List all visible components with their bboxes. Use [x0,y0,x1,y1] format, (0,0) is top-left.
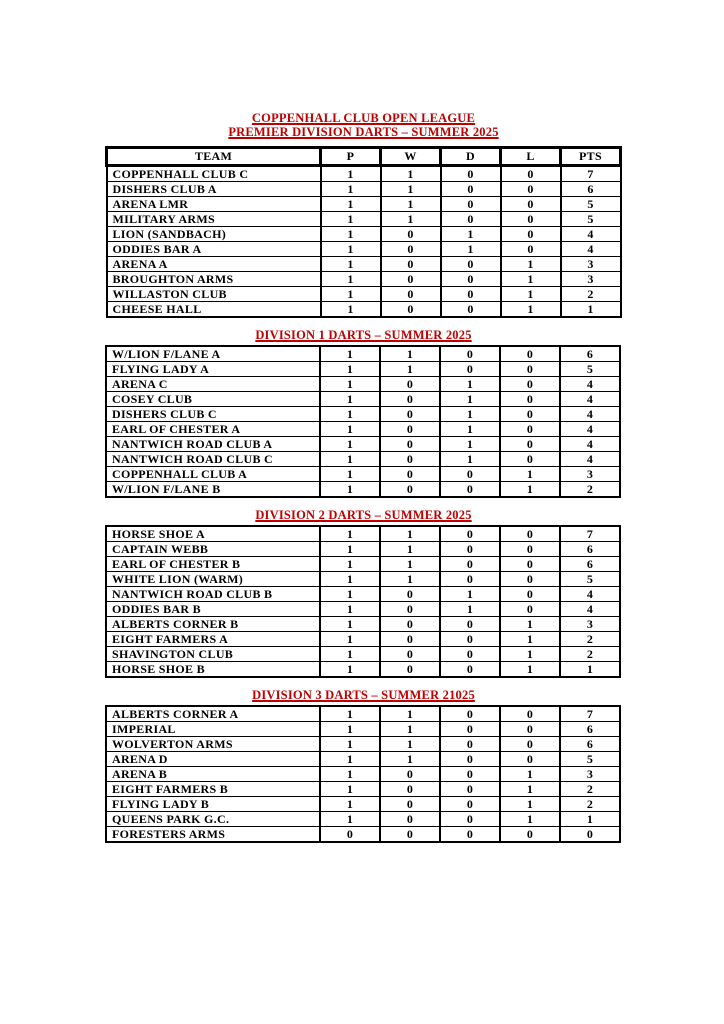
stat-cell: 3 [560,767,620,782]
stat-cell: 0 [381,272,441,287]
team-name-cell: DISHERS CLUB C [106,407,320,422]
stat-cell: 1 [320,737,380,752]
column-header-team: TEAM [107,148,321,166]
stat-cell: 1 [321,212,381,227]
table-row [106,526,620,542]
stat-cell: 0 [500,437,560,452]
stat-cell: 4 [560,602,620,617]
stat-cell: 2 [560,797,620,812]
stat-cell: 1 [320,526,380,542]
stat-cell: 0 [500,572,560,587]
column-header-won: W [381,148,441,166]
stat-cell: 0 [500,422,560,437]
stat-cell: 0 [501,166,561,182]
stat-cell: 1 [500,467,560,482]
team-name-cell: EIGHT FARMERS B [106,782,320,797]
table-row [107,212,621,227]
table-row [106,602,620,617]
stat-cell: 2 [560,482,620,498]
stat-cell: 0 [380,797,440,812]
stat-cell: 1 [381,212,441,227]
stat-cell: 0 [440,767,500,782]
stat-cell: 1 [381,197,441,212]
stat-cell: 0 [560,827,620,843]
stat-cell: 0 [381,242,441,257]
stat-cell: 5 [560,572,620,587]
stat-cell: 1 [320,452,380,467]
stat-cell: 0 [440,617,500,632]
team-name-cell: EARL OF CHESTER B [106,557,320,572]
team-name-cell: CHEESE HALL [107,302,321,318]
stat-cell: 1 [321,182,381,197]
stat-cell: 7 [560,706,620,722]
table-row [106,346,620,362]
stat-cell: 0 [440,662,500,678]
stat-cell: 1 [440,407,500,422]
stat-cell: 0 [380,467,440,482]
stat-cell: 0 [440,782,500,797]
stat-cell: 1 [320,632,380,647]
stat-cell: 0 [380,452,440,467]
stat-cell: 0 [440,706,500,722]
table-row [106,767,620,782]
stat-cell: 1 [320,377,380,392]
division-1-heading: DIVISION 1 DARTS – SUMMER 2025 [255,328,472,342]
stat-cell: 0 [440,812,500,827]
team-name-cell: LION (SANDBACH) [107,227,321,242]
stat-cell: 1 [320,782,380,797]
stat-cell: 1 [320,752,380,767]
stat-cell: 3 [560,467,620,482]
stat-cell: 1 [500,797,560,812]
team-name-cell: ALBERTS CORNER B [106,617,320,632]
stat-cell: 1 [380,542,440,557]
stat-cell: 1 [320,542,380,557]
team-name-cell: FLYING LADY A [106,362,320,377]
stat-cell: 0 [380,767,440,782]
table-row [107,272,621,287]
stat-cell: 1 [380,737,440,752]
league-title: COPPENHALL CLUB OPEN LEAGUE [251,111,476,125]
table-row [106,467,620,482]
column-header-drawn: D [441,148,501,166]
stat-cell: 6 [560,557,620,572]
stat-cell: 0 [380,587,440,602]
stat-cell: 0 [440,572,500,587]
stat-cell: 0 [441,197,501,212]
stat-cell: 0 [440,752,500,767]
team-name-cell: COPPENHALL CLUB C [107,166,321,182]
table-row [106,662,620,678]
team-name-cell: ARENA B [106,767,320,782]
stat-cell: 1 [321,272,381,287]
stat-cell: 0 [441,287,501,302]
team-name-cell: W/LION F/LANE A [106,346,320,362]
stat-cell: 0 [500,557,560,572]
stat-cell: 1 [380,526,440,542]
table-row [106,737,620,752]
table-row [107,197,621,212]
team-name-cell: COSEY CLUB [106,392,320,407]
stat-cell: 0 [441,212,501,227]
team-name-cell: MILITARY ARMS [107,212,321,227]
table-row [106,422,620,437]
stat-cell: 0 [441,302,501,318]
stat-cell: 1 [320,407,380,422]
stat-cell: 1 [320,572,380,587]
division-3-table [105,705,621,843]
stat-cell: 1 [440,422,500,437]
stat-cell: 5 [560,362,620,377]
table-row [107,227,621,242]
stat-cell: 0 [441,272,501,287]
stat-cell: 1 [320,557,380,572]
stat-cell: 1 [500,632,560,647]
table-row [106,557,620,572]
column-header-lost: L [501,148,561,166]
stat-cell: 0 [440,346,500,362]
stat-cell: 0 [380,632,440,647]
stat-cell: 0 [440,632,500,647]
stat-cell: 0 [500,587,560,602]
stat-cell: 1 [320,767,380,782]
stat-cell: 2 [561,287,621,302]
table-row [106,797,620,812]
stat-cell: 0 [440,557,500,572]
stat-cell: 1 [560,812,620,827]
table-row [106,377,620,392]
stat-cell: 1 [441,242,501,257]
team-name-cell: ALBERTS CORNER A [106,706,320,722]
table-row [106,706,620,722]
stat-cell: 1 [321,242,381,257]
stat-cell: 0 [500,377,560,392]
stat-cell: 1 [561,302,621,318]
team-name-cell: SHAVINGTON CLUB [106,647,320,662]
stat-cell: 0 [500,362,560,377]
stat-cell: 4 [560,392,620,407]
stat-cell: 0 [441,166,501,182]
stat-cell: 1 [320,392,380,407]
stat-cell: 1 [320,346,380,362]
table-row [106,617,620,632]
stat-cell: 1 [320,422,380,437]
team-name-cell: EARL OF CHESTER A [106,422,320,437]
stat-cell: 5 [561,197,621,212]
stat-cell: 1 [321,166,381,182]
stat-cell: 2 [560,632,620,647]
stat-cell: 0 [501,182,561,197]
stat-cell: 0 [380,482,440,498]
team-name-cell: FORESTERS ARMS [106,827,320,843]
stat-cell: 5 [560,752,620,767]
stat-cell: 2 [560,782,620,797]
stat-cell: 0 [500,827,560,843]
team-name-cell: QUEENS PARK G.C. [106,812,320,827]
team-name-cell: BROUGHTON ARMS [107,272,321,287]
table-row [106,632,620,647]
stat-cell: 0 [440,542,500,557]
division-3-heading: DIVISION 3 DARTS – SUMMER 21025 [252,688,475,702]
premier-division-table [105,146,622,318]
table-row [106,827,620,843]
stat-cell: 1 [440,602,500,617]
stat-cell: 1 [320,617,380,632]
table-row [106,722,620,737]
team-name-cell: ARENA C [106,377,320,392]
stat-cell: 6 [560,542,620,557]
stat-cell: 0 [441,182,501,197]
stat-cell: 1 [380,722,440,737]
stat-cell: 1 [320,647,380,662]
stat-cell: 0 [440,482,500,498]
stat-cell: 7 [561,166,621,182]
stat-cell: 1 [441,227,501,242]
stat-cell: 1 [321,287,381,302]
stat-cell: 0 [381,302,441,318]
table-row [106,392,620,407]
stat-cell: 3 [561,257,621,272]
stat-cell: 0 [440,647,500,662]
stat-cell: 0 [320,827,380,843]
stat-cell: 0 [500,392,560,407]
stat-cell: 6 [561,182,621,197]
team-name-cell: HORSE SHOE B [106,662,320,678]
stat-cell: 4 [560,437,620,452]
stat-cell: 1 [500,782,560,797]
stat-cell: 1 [320,467,380,482]
stat-cell: 0 [380,392,440,407]
stat-cell: 0 [380,782,440,797]
stat-cell: 1 [320,587,380,602]
stat-cell: 0 [440,526,500,542]
stat-cell: 0 [440,797,500,812]
stat-cell: 1 [381,182,441,197]
table-row [106,587,620,602]
team-name-cell: WOLVERTON ARMS [106,737,320,752]
stat-cell: 1 [380,572,440,587]
table-row [107,257,621,272]
stat-cell: 0 [380,827,440,843]
stat-cell: 4 [561,227,621,242]
stat-cell: 1 [440,587,500,602]
stat-cell: 0 [501,197,561,212]
stat-cell: 1 [321,197,381,212]
stat-cell: 0 [441,257,501,272]
document-page [105,111,622,843]
stat-cell: 4 [560,587,620,602]
stat-cell: 0 [380,422,440,437]
table-row [106,437,620,452]
stat-cell: 0 [381,287,441,302]
stat-cell: 0 [501,242,561,257]
stat-cell: 1 [320,812,380,827]
table-row [106,407,620,422]
stat-cell: 1 [380,706,440,722]
stat-cell: 1 [500,647,560,662]
table-row [106,782,620,797]
table-row [106,452,620,467]
stat-cell: 0 [500,526,560,542]
stat-cell: 4 [560,377,620,392]
stat-cell: 1 [320,722,380,737]
stat-cell: 0 [440,467,500,482]
stat-cell: 1 [380,362,440,377]
stat-cell: 7 [560,526,620,542]
table-row [106,362,620,377]
team-name-cell: FLYING LADY B [106,797,320,812]
stat-cell: 6 [560,722,620,737]
table-header-row [107,148,621,166]
table-row [107,302,621,318]
team-name-cell: NANTWICH ROAD CLUB B [106,587,320,602]
team-name-cell: WHITE LION (WARM) [106,572,320,587]
stat-cell: 0 [500,407,560,422]
stat-cell: 1 [560,662,620,678]
table-row [107,242,621,257]
stat-cell: 0 [380,407,440,422]
division-2-heading: DIVISION 2 DARTS – SUMMER 2025 [255,508,472,522]
stat-cell: 1 [320,362,380,377]
stat-cell: 1 [501,257,561,272]
team-name-cell: NANTWICH ROAD CLUB C [106,452,320,467]
stat-cell: 6 [560,346,620,362]
stat-cell: 3 [561,272,621,287]
division-2-table [105,525,621,678]
stat-cell: 0 [440,827,500,843]
table-row [106,542,620,557]
stat-cell: 0 [380,812,440,827]
stat-cell: 0 [381,257,441,272]
stat-cell: 0 [380,617,440,632]
stat-cell: 4 [560,407,620,422]
stat-cell: 0 [500,602,560,617]
stat-cell: 1 [501,302,561,318]
team-name-cell: ODDIES BAR A [107,242,321,257]
stat-cell: 0 [440,737,500,752]
stat-cell: 1 [440,392,500,407]
stat-cell: 0 [500,706,560,722]
stat-cell: 1 [501,287,561,302]
stat-cell: 1 [320,602,380,617]
stat-cell: 0 [380,662,440,678]
stat-cell: 1 [500,812,560,827]
stat-cell: 1 [321,257,381,272]
team-name-cell: DISHERS CLUB A [107,182,321,197]
stat-cell: 1 [320,482,380,498]
stat-cell: 0 [501,227,561,242]
stat-cell: 1 [500,482,560,498]
team-name-cell: ODDIES BAR B [106,602,320,617]
table-row [106,752,620,767]
stat-cell: 1 [380,752,440,767]
stat-cell: 4 [561,242,621,257]
stat-cell: 1 [320,706,380,722]
stat-cell: 0 [500,542,560,557]
stat-cell: 1 [381,166,441,182]
stat-cell: 1 [320,797,380,812]
table-row [106,647,620,662]
premier-division-heading: PREMIER DIVISION DARTS – SUMMER 2025 [228,125,499,139]
stat-cell: 2 [560,647,620,662]
stat-cell: 1 [321,302,381,318]
stat-cell: 0 [440,722,500,737]
stat-cell: 0 [500,346,560,362]
team-name-cell: NANTWICH ROAD CLUB A [106,437,320,452]
stat-cell: 1 [380,346,440,362]
stat-cell: 0 [380,377,440,392]
table-row [107,182,621,197]
team-name-cell: ARENA A [107,257,321,272]
stat-cell: 0 [440,362,500,377]
stat-cell: 0 [501,212,561,227]
stat-cell: 0 [500,722,560,737]
stat-cell: 5 [561,212,621,227]
stat-cell: 0 [500,452,560,467]
table-row [106,572,620,587]
stat-cell: 1 [501,272,561,287]
stat-cell: 0 [500,752,560,767]
team-name-cell: ARENA LMR [107,197,321,212]
stat-cell: 1 [440,377,500,392]
table-row [107,166,621,182]
table-row [107,287,621,302]
table-row [106,812,620,827]
team-name-cell: WILLASTON CLUB [107,287,321,302]
stat-cell: 6 [560,737,620,752]
stat-cell: 0 [500,737,560,752]
team-name-cell: COPPENHALL CLUB A [106,467,320,482]
stat-cell: 0 [381,227,441,242]
team-name-cell: IMPERIAL [106,722,320,737]
stat-cell: 1 [500,617,560,632]
stat-cell: 1 [500,767,560,782]
stat-cell: 1 [500,662,560,678]
stat-cell: 1 [320,662,380,678]
team-name-cell: EIGHT FARMERS A [106,632,320,647]
stat-cell: 1 [321,227,381,242]
stat-cell: 1 [440,437,500,452]
table-row [106,482,620,498]
stat-cell: 0 [380,647,440,662]
stat-cell: 0 [380,602,440,617]
team-name-cell: ARENA D [106,752,320,767]
stat-cell: 1 [320,437,380,452]
stat-cell: 0 [380,437,440,452]
team-name-cell: W/LION F/LANE B [106,482,320,498]
stat-cell: 3 [560,617,620,632]
stat-cell: 1 [380,557,440,572]
stat-cell: 4 [560,452,620,467]
stat-cell: 4 [560,422,620,437]
stat-cell: 1 [440,452,500,467]
column-header-played: P [321,148,381,166]
team-name-cell: HORSE SHOE A [106,526,320,542]
column-header-points: PTS [561,148,621,166]
division-1-table [105,345,621,498]
team-name-cell: CAPTAIN WEBB [106,542,320,557]
